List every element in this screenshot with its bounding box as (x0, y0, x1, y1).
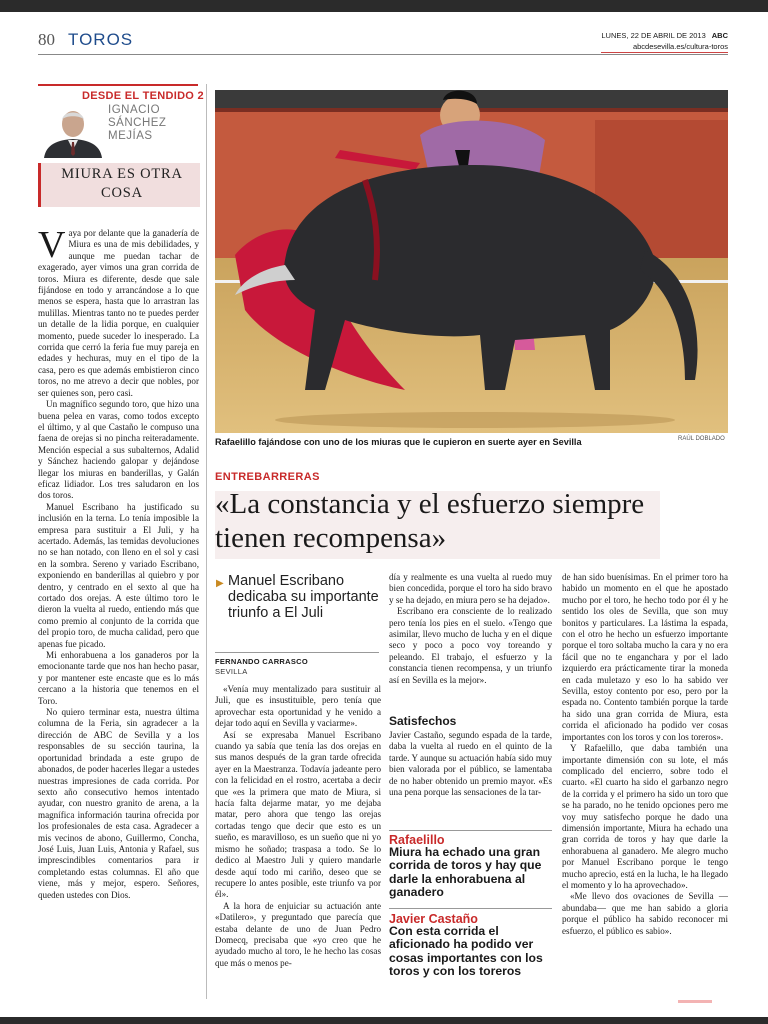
article-location: SEVILLA (215, 667, 248, 676)
article-subhead: Satisfechos (389, 714, 457, 728)
column-kicker: DESDE EL TENDIDO 2 (82, 90, 204, 102)
article-column-1 (215, 684, 381, 1000)
author-line: IGNACIO (108, 104, 161, 116)
article-paragraph: Escribano era consciente de lo realizado pero tenía los pies en el suelo. «Tengo que asimilar, llevo mucho de lucha y en el dique seco y poco a poco voy toreando y peleando. El trabajo, el esfuerzo y la constancia tienen recompensa, y un triunfo así en Sevilla es la mejor». (389, 606, 552, 685)
article-lead: Manuel Escribano dedicaba su importante triunfo a El Juli (228, 573, 379, 621)
article-paragraph: «Venía muy mentalizado para sustituir al Juli, que es insustituible, pero tenía que aprovechar esta oportunidad y he venido a dejar todo aquí en Sevilla y vaciarme». (215, 684, 381, 729)
end-mark (678, 1000, 712, 1003)
section-name: TOROS (68, 30, 134, 49)
column-title-accent (38, 163, 41, 207)
column-separator (206, 84, 207, 999)
column-paragraph: Un magnífico segundo toro, que hizo una buena pelea en varas, como todos excepto el último, y al que Castaño le compuso una faena de orejas si no pincha reiteradamente. Mención especial a sus subalternos, Adalid y Sánchez haciendo galopar y dejándose llegar los miuras en banderillas, y Galán eficaz lidiador. Los tres saludaron en los dos toros. (38, 399, 199, 501)
column-author (108, 104, 198, 143)
bottom-band (0, 1017, 768, 1024)
quote-text: Con esta corrida el aficionado ha podido ver cosas importantes con los toros y con los toreros (389, 924, 543, 978)
header-rule (38, 54, 728, 55)
author-line: SÁNCHEZ (108, 117, 167, 129)
column-paragraph-text: aya por delante que la ganadería de Miura es una de mis debilidades, y aunque me puedan tachar de exagerado, ayer vimos una gran corrida de toros. Miura es diferente, desde que sale fijándose en todo y arrancándose a lo que menos se espera, hasta que lo arrastran las mulillas. Mientras tanto no te puedes perder un detalle de la lidia porque, en cualquier momento, puede suceder lo inesperado. La corrida que cerró la feria fue muy pareja en edades y hechuras, muy en el tipo de la casa, pero es que además embistieron cinco toros, no me atrevo a decir que nobles, por ser quienes son, pero casi. (38, 228, 199, 398)
article-paragraph: día y realmente es una vuelta al ruedo muy bien concedida, porque el toro ha sido bravo y se ha dejado, en miura pero se ha dejado». (389, 572, 552, 605)
header-date-block (601, 30, 728, 53)
author-line: MEJÍAS (108, 130, 153, 142)
byline-rule (215, 652, 379, 653)
photo-credit: RAÚL DOBLADO (678, 436, 725, 442)
column-paragraph: No quiero terminar esta, nuestra última columna de la Feria, sin agradecer a la dirección de ABC de Sevilla y a los responsables de su sección taurina, la oportunidad brindada a este grupo de abonados, de poder hacerles llegar a ustedes nuestras impresiones de cada corrida. Por sexto año consecutivo hemos intentado ayudar, con nuestro granito de arena, a la magnífica información taurina ofrecida por los profesionales de esta casa. Agradecer a mis vecinos de abono, Guillermo, Concha, José Luis, Juan Luis, Antonia y Rafael, sus imprescindibles comentarios para ir completando estas columnas. El año que viene, más y mejor, espero. Señores, queden ustedes con Dios. (38, 707, 199, 900)
article-column-3 (562, 572, 728, 1000)
quote-text: Miura ha echado una gran corrida de toros y hay que darle la enhorabuena al ganadero (389, 845, 542, 899)
article-headline: «La constancia y el esfuerzo siempre tienen recompensa» (215, 488, 645, 554)
article-paragraph: Javier Castaño, segundo espada de la tarde, daba la vuelta al ruedo en el quinto de la tarde. Y aunque su actuación había sido muy bien valorada por el público, se lamentaba de no haber obtenido un premio mayor. «Es una pena porque las sensaciones de la tar- (389, 730, 552, 798)
photo-caption: Rafaelillo fajándose con uno de los miuras que le cupieron en suerte ayer en Sevilla (215, 437, 582, 447)
author-portrait (40, 104, 106, 158)
drop-cap: V (38, 228, 66, 266)
article-paragraph: Y Rafaelillo, que daba también una importante dimensión con su lote, el más complicado del encierro, sobre todo el cuarto. «El cuarto ha sido el garbanzo negro de la corrida y el primero ha sido un toro que se ha parado, no he tenido opciones pero me voy muy satisfecho porque he dado una dimensión importante, Miura ha echado una gran corrida de toros y hay que darle la enhorabuena al ganadero. Me alegro mucho por Manuel Escribano porque le tengo mucho aprecio, está en la lucha, le ha llegado el momento y lo ha aprovechado». (562, 743, 728, 890)
quote-speaker: Javier Castaño (389, 912, 478, 926)
article-column-2-continued (389, 730, 552, 826)
brand-name: ABC (711, 31, 728, 40)
column-title: MIURA ES OTRA COSA (61, 166, 183, 201)
article-paragraph: «Me llevo dos ovaciones de Sevilla —abundaba— que me han sabido a gloria porque el público ha sabido reconocer mi esfuerzo, el público es sabio». (562, 891, 728, 936)
article-paragraph: A la hora de enjuiciar su actuación ante «Datilero», y preguntado que parecía que estaba delante de uno de Juan Pedro Domecq, precisaba que «yo creo que he ayudado mucho al toro, le he hecho las cosas que más o menos pe- (215, 900, 381, 968)
section-url[interactable]: abcdesevilla.es/cultura-toros (601, 41, 728, 53)
article-section-label: ENTREBARRERAS (215, 471, 320, 483)
quote-rule (389, 908, 552, 909)
page-header (38, 26, 728, 54)
issue-date: LUNES, 22 DE ABRIL DE 2013 (601, 31, 706, 40)
column-paragraph (38, 228, 199, 399)
article-column-2 (389, 572, 552, 712)
quote-rule (389, 830, 552, 831)
article-paragraph: Así se expresaba Manuel Escribano cuando ya sabía que tenía las dos orejas en sus manos después de la gran tarde ofrecida ayer en la Maestranza. Todavía jadeante pero con la felicidad en el rostro, acertaba a decir que «es la primera que mato de Miura, si hacía falta dejarme matar, yo me dejaba matar, pero ahora que tengo las orejas cortadas tengo que decir que esto es un sueño, es maravilloso, es un sueño que ni yo mismo he soñado; traspasa a todo. Se lo dedico al Maestro Juli y quiero mandarle desde aquí todo mi cariño, deseo que se recupere lo antes posible, este triunfo va por él». (215, 729, 381, 900)
quote-speaker: Rafaelillo (389, 833, 445, 847)
column-body (38, 228, 199, 998)
top-band (0, 0, 768, 12)
column-top-rule (38, 84, 198, 86)
bullfight-photo (215, 90, 728, 433)
column-paragraph: Manuel Escribano ha justificado su inclusión en la terna. Lo tenía imposible la empresa para sustituir a El Juli, y ha acertado. Además, las temidas devoluciones no se han notado, con lleno en el sol y casi en la sombra. Sereno y variado Escribano, exponiendo en banderillas al quiebro y por dentro, y centrado en el sexto al que ha cortado dos orejas. A este último toro le dieron la vuelta al ruedo, entiendo más que como premio al conjunto de la corrida que del propio toro, de mucha calidad, pero que apenas fue picado. (38, 501, 199, 649)
article-byline: FERNANDO CARRASCO (215, 657, 309, 666)
lead-arrow-icon: ▶ (216, 578, 224, 589)
column-paragraph: Mi enhorabuena a los ganaderos por la emocionante tarde que nos han hecho pasar, y por mantener este encaste que es lo más cercano a la historia que tenemos en el Toro. (38, 650, 199, 706)
page-number: 80 (38, 30, 55, 49)
article-paragraph: de han sido buenísimas. En el primer toro ha habido un momento en el que he apostado mucho por el toro, he hecho todo por él y he sentido los oles de Sevilla, que son muy bonitos y particulares. La lástima la espada, con el otro he hecho un esfuerzo importante porque el toro soltaba mucho la cara y no era fácil que no te enganchara y por el lado izquierdo era prácticamente tirar la moneda en cada muletazo y eso lo ha sabido ver Sevilla, estoy contento por eso, pero por la espada no. Contento también porque la tarde ha sido una gran corrida de Miura, esta corrida el aficionado ha podido ver cosas importantes con los toros y con los toreros». (562, 572, 728, 742)
